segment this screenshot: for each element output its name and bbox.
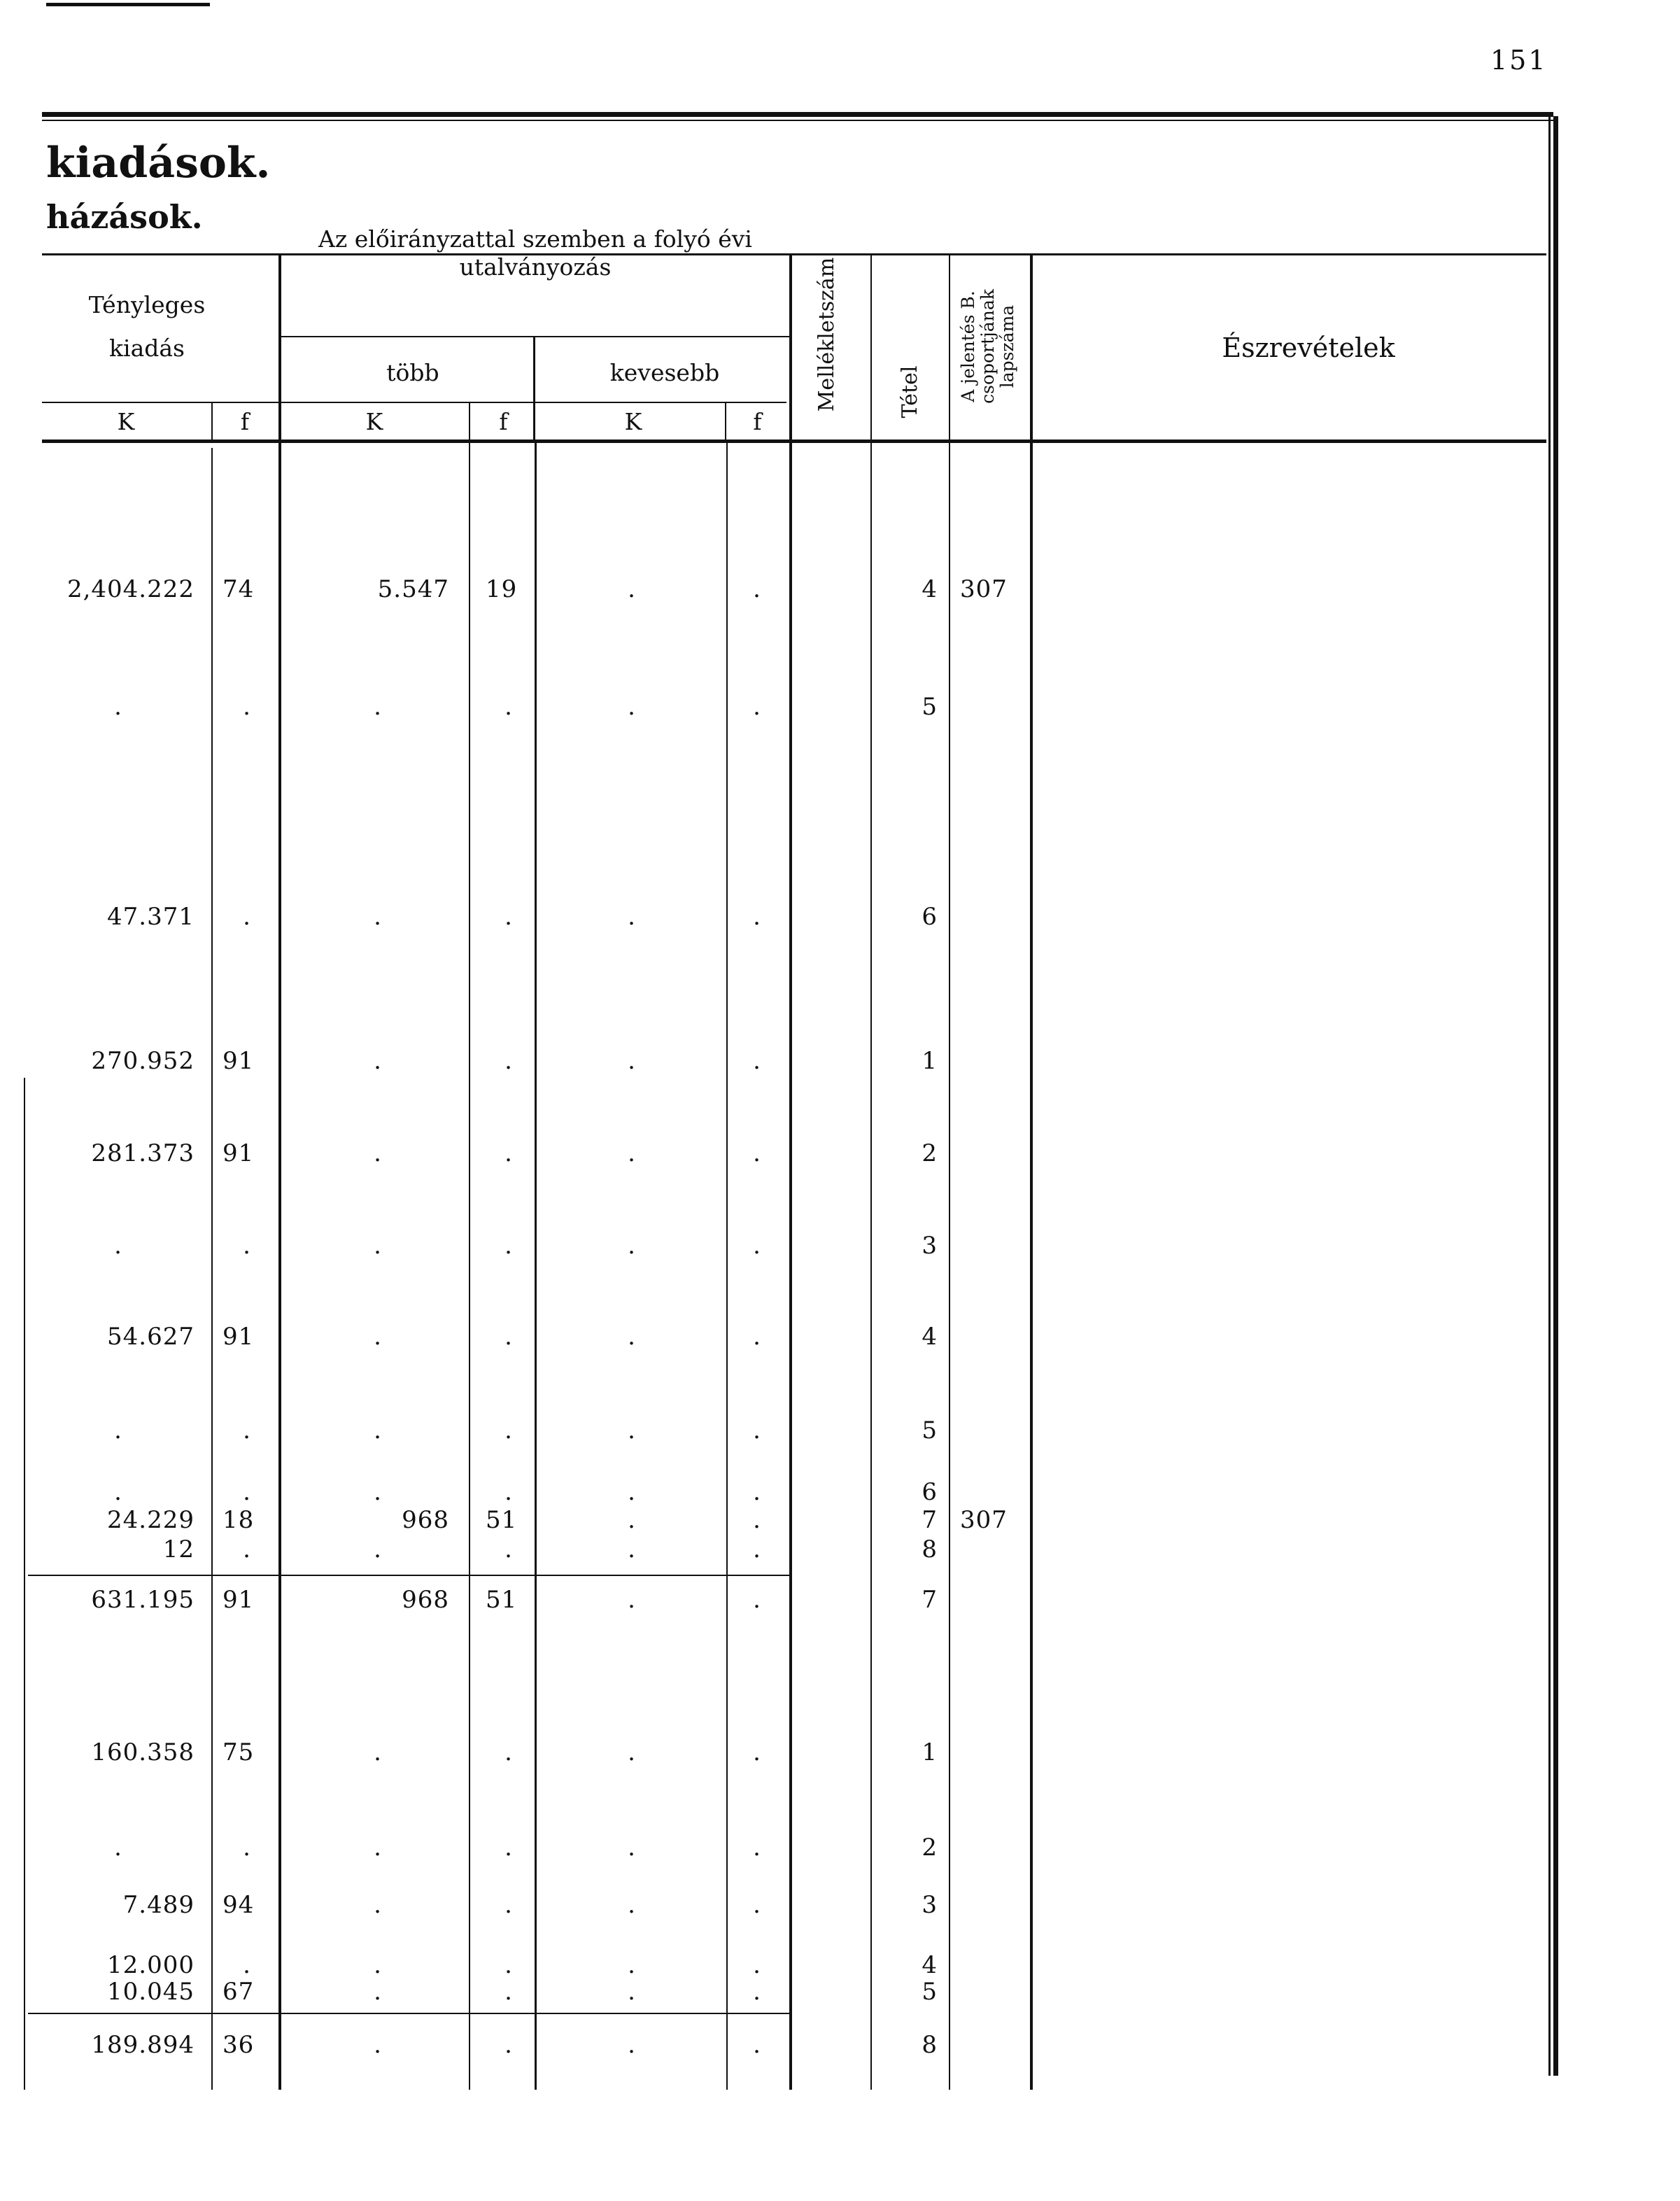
cell-tk: . bbox=[374, 1535, 382, 1563]
left-margin-rule bbox=[24, 1078, 25, 2090]
cell-tf: . bbox=[504, 1139, 513, 1167]
col-rule-b3 bbox=[469, 443, 470, 2090]
col-rule-h9 bbox=[725, 403, 726, 440]
cell-kk: . bbox=[628, 1951, 636, 1979]
cell-k: 12 bbox=[162, 1535, 195, 1563]
cell-tf: . bbox=[504, 903, 513, 931]
right-border-inner bbox=[1553, 116, 1558, 2076]
cell-tf: . bbox=[504, 1535, 513, 1563]
unit-f-more: f bbox=[499, 408, 508, 435]
cell-tk: . bbox=[374, 693, 382, 721]
cell-f: . bbox=[243, 1232, 251, 1260]
cell-f: 91 bbox=[223, 1323, 255, 1351]
cell-f: 75 bbox=[223, 1738, 255, 1766]
cell-f: . bbox=[243, 1416, 251, 1444]
cell-tk: . bbox=[374, 903, 382, 931]
cell-f: 74 bbox=[223, 575, 255, 603]
cell-tf: . bbox=[504, 1232, 513, 1260]
cell-tetel: 7 bbox=[922, 1586, 938, 1614]
cell-tf: . bbox=[504, 2031, 513, 2059]
cell-lap: 307 bbox=[960, 1506, 1008, 1534]
cell-k: 189.894 bbox=[91, 2031, 195, 2059]
subtotal-rule-1 bbox=[28, 1575, 791, 1576]
cell-tf: . bbox=[504, 693, 513, 721]
cell-kk: . bbox=[628, 1738, 636, 1766]
cell-tetel: 6 bbox=[922, 903, 938, 931]
cell-kf: . bbox=[753, 1232, 761, 1260]
cell-k: 160.358 bbox=[91, 1738, 195, 1766]
col-rule-h1 bbox=[278, 255, 281, 443]
cell-k: 281.373 bbox=[91, 1139, 195, 1167]
cell-tf: . bbox=[504, 1738, 513, 1766]
header-less: kevesebb bbox=[609, 359, 720, 386]
cell-kf: . bbox=[753, 2031, 761, 2059]
cell-kk: . bbox=[628, 1535, 636, 1563]
cell-tetel: 2 bbox=[922, 1834, 938, 1862]
subtotal-rule-2 bbox=[28, 2013, 791, 2014]
top-thick-rule bbox=[42, 112, 1553, 117]
col-rule-h5 bbox=[1030, 255, 1033, 443]
cell-k: . bbox=[114, 1834, 122, 1862]
col-rule-h8 bbox=[469, 403, 470, 440]
cell-tf: 19 bbox=[486, 575, 518, 603]
cell-kk: . bbox=[628, 1139, 636, 1167]
col-rule-b1 bbox=[211, 448, 213, 2090]
cell-kk: . bbox=[628, 1506, 636, 1534]
header-compared: Az előirányzattal szemben a folyó évi utalványozás bbox=[318, 225, 752, 281]
cell-k: 270.952 bbox=[91, 1047, 195, 1075]
cell-kk: . bbox=[628, 1416, 636, 1444]
cell-kk: . bbox=[628, 1478, 636, 1506]
cell-tf: . bbox=[504, 1416, 513, 1444]
cell-tf: . bbox=[504, 1478, 513, 1506]
cell-tk: 968 bbox=[402, 1586, 449, 1614]
cell-tk: . bbox=[374, 1951, 382, 1979]
cell-kk: . bbox=[628, 1978, 636, 2006]
page-title: kiadások. bbox=[46, 139, 271, 188]
cell-kf: . bbox=[753, 1738, 761, 1766]
cell-kk: . bbox=[628, 1834, 636, 1862]
cell-tk: . bbox=[374, 1738, 382, 1766]
cell-k: . bbox=[114, 1478, 122, 1506]
header-remarks: Észrevételek bbox=[1222, 332, 1395, 363]
col-rule-b9 bbox=[1030, 443, 1033, 2090]
cell-k: 631.195 bbox=[91, 1586, 195, 1614]
col-rule-b7 bbox=[870, 443, 872, 2090]
unit-k-more: K bbox=[365, 408, 383, 435]
cell-f: 94 bbox=[223, 1891, 255, 1919]
cell-tk: . bbox=[374, 1478, 382, 1506]
cell-tk: . bbox=[374, 1978, 382, 2006]
col-rule-h4 bbox=[949, 255, 950, 443]
cell-kk: . bbox=[628, 1232, 636, 1260]
cell-tetel: 8 bbox=[922, 2031, 938, 2059]
header-bottom-rule bbox=[42, 440, 1546, 443]
cell-tetel: 6 bbox=[922, 1478, 938, 1506]
cell-k: 7.489 bbox=[122, 1891, 195, 1919]
cell-tf: . bbox=[504, 1891, 513, 1919]
cell-tf: . bbox=[504, 1047, 513, 1075]
right-border-outer bbox=[1548, 116, 1551, 2076]
unit-f-actual: f bbox=[240, 408, 250, 435]
cell-tf: . bbox=[504, 1323, 513, 1351]
cell-kf: . bbox=[753, 1951, 761, 1979]
cell-tf: 51 bbox=[486, 1506, 518, 1534]
cell-tetel: 5 bbox=[922, 693, 938, 721]
cell-kk: . bbox=[628, 1047, 636, 1075]
cell-kf: . bbox=[753, 1891, 761, 1919]
col-rule-h6 bbox=[533, 337, 535, 442]
cell-kk: . bbox=[628, 903, 636, 931]
header-item: Tétel bbox=[898, 365, 922, 419]
cell-tetel: 3 bbox=[922, 1891, 938, 1919]
cell-k: 47.371 bbox=[107, 903, 195, 931]
cell-tk: . bbox=[374, 1834, 382, 1862]
col-rule-b2 bbox=[278, 443, 281, 2090]
cell-kk: . bbox=[628, 1323, 636, 1351]
cell-f: . bbox=[243, 693, 251, 721]
col-rule-b6 bbox=[789, 443, 792, 2090]
cell-tetel: 7 bbox=[922, 1506, 938, 1534]
col-rule-b4 bbox=[535, 443, 537, 2090]
top-thin-rule bbox=[42, 120, 1553, 121]
col-rule-b8 bbox=[949, 443, 950, 2090]
cell-tk: . bbox=[374, 2031, 382, 2059]
cell-kf: . bbox=[753, 693, 761, 721]
cell-tk: . bbox=[374, 1323, 382, 1351]
cell-kk: . bbox=[628, 1891, 636, 1919]
cell-kf: . bbox=[753, 1323, 761, 1351]
cell-kk: . bbox=[628, 2031, 636, 2059]
cell-tf: . bbox=[504, 1834, 513, 1862]
cell-lap: 307 bbox=[960, 575, 1008, 603]
col-rule-h2 bbox=[789, 255, 792, 443]
cell-tk: . bbox=[374, 1416, 382, 1444]
cell-tk: 5.547 bbox=[377, 575, 449, 603]
cell-tetel: 1 bbox=[922, 1047, 938, 1075]
cell-tk: 968 bbox=[402, 1506, 449, 1534]
header-more: több bbox=[386, 359, 439, 386]
cell-f: 91 bbox=[223, 1586, 255, 1614]
header-appendix: Mellékletszám bbox=[814, 257, 839, 412]
cell-f: . bbox=[243, 1834, 251, 1862]
cell-kk: . bbox=[628, 693, 636, 721]
cell-kf: . bbox=[753, 1834, 761, 1862]
cell-k: 10.045 bbox=[107, 1978, 195, 2006]
cell-f: 91 bbox=[223, 1047, 255, 1075]
cell-tetel: 2 bbox=[922, 1139, 938, 1167]
unit-row-rule bbox=[42, 402, 786, 403]
header-report: A jelentés B. csoportjának lapszáma bbox=[958, 289, 1017, 404]
header-actual: Tényleges kiadás bbox=[88, 291, 206, 362]
cell-tk: . bbox=[374, 1232, 382, 1260]
cell-k: 54.627 bbox=[107, 1323, 195, 1351]
col-rule-b5 bbox=[726, 443, 728, 2090]
header-top-rule bbox=[42, 253, 1546, 255]
cell-kf: . bbox=[753, 1535, 761, 1563]
cell-kf: . bbox=[753, 1586, 761, 1614]
cell-f: . bbox=[243, 1951, 251, 1979]
cell-f: 18 bbox=[223, 1506, 255, 1534]
cell-kf: . bbox=[753, 1478, 761, 1506]
cell-tf: . bbox=[504, 1951, 513, 1979]
cell-kk: . bbox=[628, 1586, 636, 1614]
cell-f: . bbox=[243, 1478, 251, 1506]
cell-k: 12.000 bbox=[107, 1951, 195, 1979]
cell-kf: . bbox=[753, 1978, 761, 2006]
cell-tetel: 1 bbox=[922, 1738, 938, 1766]
unit-f-less: f bbox=[753, 408, 762, 435]
cell-tetel: 3 bbox=[922, 1232, 938, 1260]
cell-k: . bbox=[114, 1416, 122, 1444]
unit-k-actual: K bbox=[117, 408, 135, 435]
cell-f: . bbox=[243, 1535, 251, 1563]
cell-kk: . bbox=[628, 575, 636, 603]
cell-k: . bbox=[114, 1232, 122, 1260]
cell-k: 24.229 bbox=[107, 1506, 195, 1534]
page-subtitle: házások. bbox=[46, 198, 203, 236]
col-rule-h3 bbox=[870, 255, 872, 443]
cell-tetel: 4 bbox=[922, 575, 938, 603]
cell-tetel: 4 bbox=[922, 1323, 938, 1351]
page-number: 151 bbox=[1490, 45, 1548, 76]
cell-k: 2,404.222 bbox=[66, 575, 195, 603]
cell-kf: . bbox=[753, 903, 761, 931]
cell-tf: 51 bbox=[486, 1586, 518, 1614]
cell-f: 67 bbox=[223, 1978, 255, 2006]
top-corner-rule bbox=[46, 3, 210, 6]
cell-tetel: 5 bbox=[922, 1416, 938, 1444]
cell-tk: . bbox=[374, 1891, 382, 1919]
cell-k: . bbox=[114, 693, 122, 721]
cell-tetel: 4 bbox=[922, 1951, 938, 1979]
cell-tk: . bbox=[374, 1139, 382, 1167]
cell-kf: . bbox=[753, 575, 761, 603]
cell-kf: . bbox=[753, 1506, 761, 1534]
cell-f: 36 bbox=[223, 2031, 255, 2059]
cell-f: . bbox=[243, 903, 251, 931]
unit-k-less: K bbox=[624, 408, 642, 435]
cell-tk: . bbox=[374, 1047, 382, 1075]
cell-kf: . bbox=[753, 1047, 761, 1075]
cell-tetel: 5 bbox=[922, 1978, 938, 2006]
cell-f: 91 bbox=[223, 1139, 255, 1167]
cell-tf: . bbox=[504, 1978, 513, 2006]
cell-kf: . bbox=[753, 1416, 761, 1444]
cell-kf: . bbox=[753, 1139, 761, 1167]
cell-tetel: 8 bbox=[922, 1535, 938, 1563]
col-rule-h7 bbox=[211, 403, 213, 440]
